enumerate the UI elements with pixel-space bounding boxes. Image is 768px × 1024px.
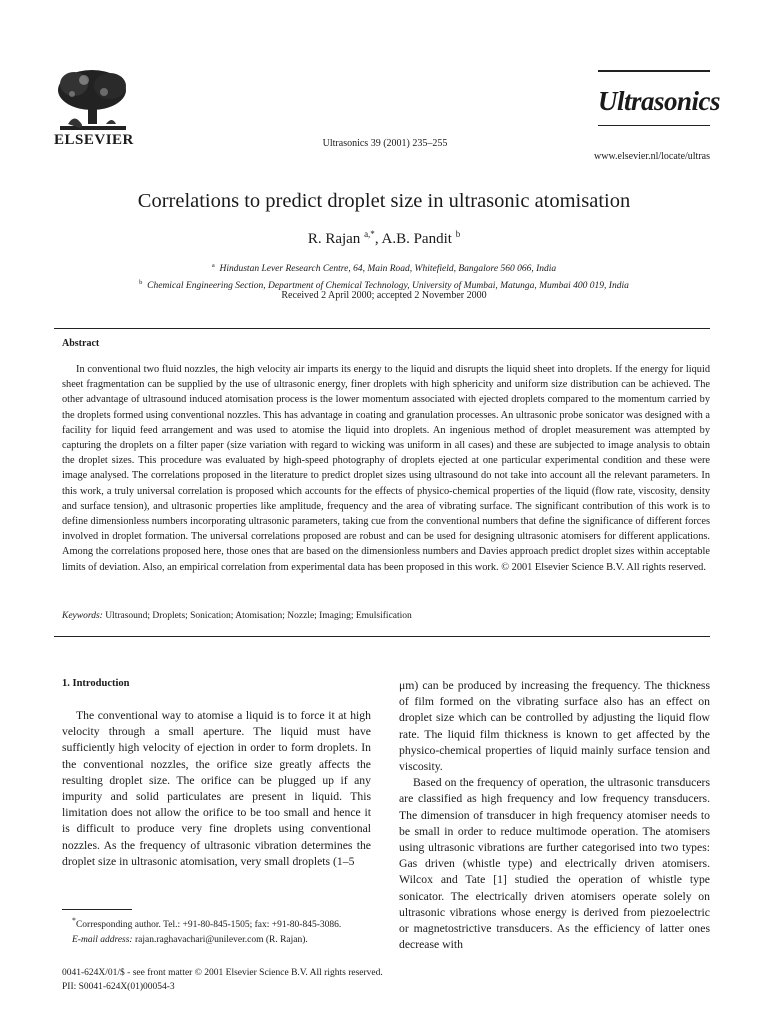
keywords [62,611,710,621]
affiliation-text: Chemical Engineering Section, Department of Chemical Technology, University of Mumbai, Matunga, Mumbai 400 019, India [147,281,629,292]
affiliation-line [54,259,714,276]
citation: Ultrasonics 39 (2001) 235–255 [322,138,448,149]
author-name[interactable]: R. Rajan [307,231,361,247]
body-column-left: The conventional way to atomise a liquid is to force it at high velocity through a small aperture. The liquid must have sufficiently high velocity of ejection in order to form droplets. In the conventional nozzles, the orifice size greatly affects the resulting droplet size. The orifice can be plugged up if any impurity and solid particulates are present in liquid. This limitation does not allow the orifice to be too small and hence it is difficult to produce very fine droplets using conventional nozzles. As the frequency of ultrasonic vibration determines the droplet size in ultrasonic atomisation, very small droplets (1–5 [62,709,371,868]
keywords-text: Ultrasound; Droplets; Sonication; Atomisation; Nozzle; Imaging; Emulsification [105,611,412,621]
keywords-label: Keywords: [62,611,103,621]
footer-pii: PII: S0041-624X(01)00054-3 [62,982,175,992]
author-separator: , [374,231,382,247]
footnote [62,914,371,947]
publisher-name: ELSEVIER [54,132,134,148]
affiliations [54,259,714,293]
paper-title: Correlations to predict droplet size in ultrasonic atomisation [137,190,631,212]
section-heading: 1. Introduction [62,678,130,689]
footnote-mark: * [72,916,76,925]
keywords-rule [54,636,710,637]
journal-logo: Ultrasonics [598,86,721,116]
elsevier-tree-icon [54,68,132,130]
footnote-corresponding [62,914,371,933]
abstract-text: In conventional two fluid nozzles, the high velocity air imparts its energy to the liquid and disrupts the liquid sheet into droplets. If the energy for liquid sheet fragmentation can be supplied by the use of ultrasonic energy, finer droplets with high sphericity and uniform size distribution can be achieved. The other advantage of ultrasound induced atomisation process is the lower momentum associated with ejected droplets compared to the momentum carried by the droplets formed using conventional nozzles. This has advantage in coating and granulation processes. An ultrasonic probe sonicator was designed with a facility for liquid feed arrangement and was used to atomise the liquid into droplets. An ingenious method of droplet measurement was attempted by capturing the droplets on a filter paper (size variation with regard to wicking was uniform in all cases) and these are subjected to image analysis to obtain the droplet sizes. This procedure was evaluated by high-speed photography of droplets ejected at one particular experimental condition and these were image analysed. The correlations proposed in the literature to predict droplet sizes using ultrasound do not take into account all the relevant parameters. In this work, a truly universal correlation is proposed which accounts for the effects of physico-chemical properties of the liquid (flow rate, viscosity, density and surface tension), and ultrasonic properties like amplitude, frequency and the area of vibrating surface. The significant contribution of this work is to define dimensionless numbers incorporating ultrasonic parameters, taking cue from the conventional numbers that define the significance of different forces involved in droplet formation. The universal correlations proposed are robust and can be used for designing ultrasonic atomisers for different applications. Among the correlations proposed here, those ones that are based on the dimensionless numbers and Davies approach predict droplet sizes within acceptable limits of deviation. Also, an empirical correlation from experimental data has been proposed in this work. © 2001 Elsevier Science B.V. All rights reserved. [62,364,710,573]
author-list [54,229,714,248]
publisher-logo [54,68,136,149]
abstract-top-rule [54,328,710,329]
email-label: E-mail address: [72,934,133,945]
author-affil-mark: a,* [364,229,375,239]
footnote-corresponding-text: Corresponding author. Tel.: +91-80-845-1505; fax: +91-80-845-3086. [75,920,342,931]
page-footer [62,966,383,994]
affiliation-mark: a [211,262,215,269]
abstract-heading: Abstract [62,338,100,349]
footnote-rule [62,909,132,910]
header-rule [598,125,710,126]
author-name[interactable]: A.B. Pandit [381,231,452,247]
body-paragraph: Based on the frequency of operation, the ultrasonic transducers are classified as high frequency and low frequency transducers. The dimension of transducer in high frequency atomiser needs to be small in order to reduce multimode operation. The atomisers using ultrasonic vibrations are further categorised into two types: Gas driven (whistle type) and electrically driven atomisers. Wilcox and Tate [1] studied the operation of whistle type sonicator. The electrically driven atomisers operate solely on ultrasonic vibrations whose energy is derived from piezoelectric or magnetostrictive transducers. As the efficiency of latter ones decrease with [399,776,710,952]
email-address[interactable]: rajan.raghavachari@unilever.com (R. Rajan). [134,934,308,945]
footnote-email [62,933,371,948]
header-rule-top [598,70,710,72]
affiliation-mark: b [139,279,143,287]
body-column-right [399,678,710,953]
body-paragraph: μm) can be produced by increasing the frequency. The thickness of film formed on the vibrating surface also has an effect on droplet size which can be controlled by adjusting the liquid flow rate. The liquid film thickness is known to get affected by the physico-chemical properties of liquid mainly surface tension and viscosity. [399,679,710,774]
affiliation-text: Hindustan Lever Research Centre, 64, Main Road, Whitefield, Bangalore 560 066, India [219,264,557,275]
received-dates: Received 2 April 2000; accepted 2 November 2000 [281,290,487,301]
footer-copyright: 0041-624X/01/$ - see front matter © 2001 Elsevier Science B.V. All rights reserved. [62,968,383,978]
journal-url[interactable]: www.elsevier.nl/locate/ultras [594,151,710,162]
author-affil-mark: b [455,229,461,239]
